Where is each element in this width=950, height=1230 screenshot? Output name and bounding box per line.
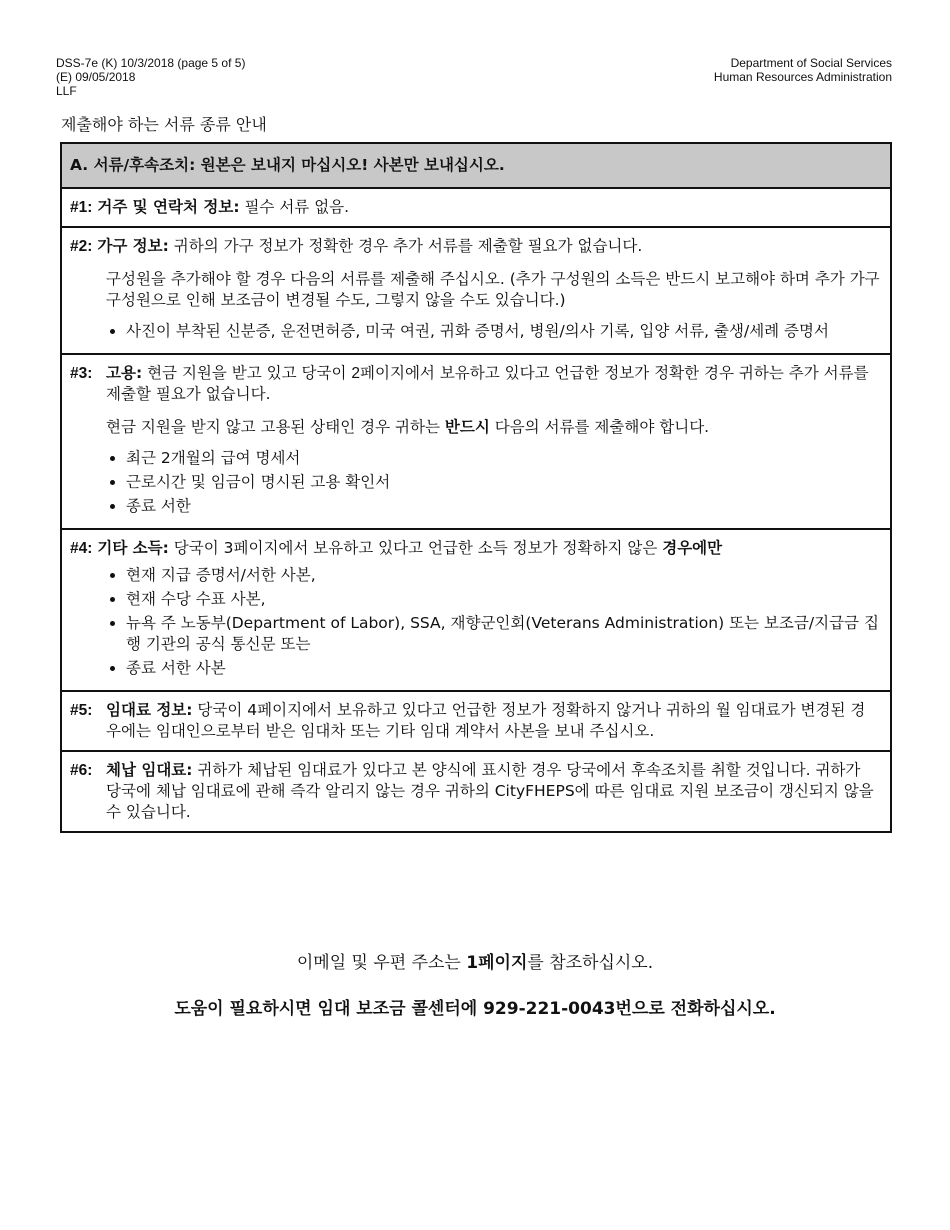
bullet-text: 개월의 급여 명세서: [170, 449, 301, 467]
section-3-label: 고용:: [106, 364, 143, 382]
department-name: Department of Social Services: [730, 56, 892, 70]
section-6-row: [62, 750, 890, 831]
section-3-text: [106, 363, 880, 405]
section-2-list: [106, 321, 880, 342]
section-5-text-b: 페이지에서 보유하고 있다고 언급한 정보가 정확하지 않거나 귀하의 월 임대료가 변경된 경우에는 임대인으로부터 받은 임대차 또는 기타 임대 계약서 사본을 보내 주십시오.: [106, 701, 866, 740]
section-5-text-a: 당국이: [192, 701, 248, 719]
bullet-text: 뉴욕 주 노동부(: [126, 614, 232, 632]
section-4-list: [106, 565, 880, 679]
section-1-row: [62, 187, 890, 226]
form-header-left: [56, 56, 245, 98]
section-1-number: #1:: [70, 199, 93, 216]
footer-text: 도움이 필요하시면 임대 보조금 콜센터에: [174, 999, 484, 1019]
bullet-text: Veterans Administration: [531, 614, 719, 632]
bullet-text: Department of Labor: [231, 614, 395, 632]
section-5-page-number: 4: [247, 701, 258, 719]
list-item: • 종료 서한 사본: [126, 658, 880, 679]
bullet-text: SSA: [410, 614, 441, 632]
footer-page-ref: 1페이지: [466, 953, 528, 973]
section-3-row: [62, 353, 890, 528]
form-header-right: [714, 56, 892, 84]
bullet-text: 최근: [126, 449, 161, 467]
bullet-text: , 재향군인회(: [440, 614, 532, 632]
section-a-header: [62, 144, 890, 187]
call-center-info: [0, 994, 950, 1019]
bullet-text: ) 또는 보조금/지급금 집행 기관의 공식 통신문 또는: [126, 614, 879, 653]
section-1-label: 거주 및 연락처 정보:: [97, 198, 240, 216]
section-4-text-b: 페이지에서 보유하고 있다고 언급한 소득 정보가 정확하지 않은: [233, 539, 663, 557]
section-3-para-bold: 반드시: [444, 418, 490, 436]
section-3-paragraph: [106, 417, 880, 438]
section-3-number: #3:: [70, 365, 93, 382]
section-4-row: [62, 528, 890, 690]
section-6-text-a: 귀하가 체납된 임대료가 있다고 본 양식에 표시한 경우 당국에서 후속조치를 취할 것입니다. 귀하가 당국에 체납 임대료에 관해 즉각 알리지 않는 경우 귀하의: [106, 761, 861, 800]
bullet-text: ),: [394, 614, 411, 632]
section-3-para-a: 현금 지원을 받지 않고 고용된 상태인 경우 귀하는: [106, 418, 445, 436]
list-item: [126, 448, 880, 469]
section-3-page-number: 2: [351, 365, 361, 382]
page-title: 제출해야 하는 서류 종류 안내: [61, 115, 267, 134]
section-2-number: #2:: [70, 238, 93, 255]
section-3-text-a: 현금 지원을 받고 있고 당국이: [142, 364, 352, 382]
section-4-label: 기타 소득:: [97, 539, 169, 557]
list-item: • 현재 수당 수표 사본,: [126, 589, 880, 610]
section-5-row: [62, 690, 890, 750]
section-5-text: [106, 700, 880, 742]
section-6-number: #6:: [70, 762, 93, 779]
footer-text: 번으로 전화하십시오.: [615, 999, 776, 1019]
footer-text: 를 참조하십시오.: [527, 953, 654, 973]
list-item: [126, 613, 880, 655]
section-a-text: 원본은 보내지 마십시오! 사본만 보내십시오.: [195, 156, 505, 174]
section-2-row: [62, 226, 890, 353]
phone-number: 929-221-0043: [483, 999, 616, 1019]
form-id: DSS-7e (K) 10/3/2018 (page 5 of 5): [56, 56, 246, 70]
section-5-number: #5:: [70, 702, 93, 719]
section-a-label: A. 서류/후속조치:: [70, 156, 196, 174]
section-4-number: #4:: [70, 540, 93, 557]
section-2-label: 가구 정보:: [97, 237, 169, 255]
bullet-number: 2: [160, 449, 171, 467]
form-version: (E) 09/05/2018: [56, 70, 136, 84]
section-4-text-bold: 경우에만: [662, 539, 723, 557]
section-3-para-b: 다음의 서류를 제출해야 합니다.: [489, 418, 710, 436]
list-item: • 사진이 부착된 신분증, 운전면허증, 미국 여권, 귀화 증명서, 병원/의사 기록, 입양 서류, 출생/세례 증명서: [126, 321, 880, 342]
address-reference: [0, 948, 950, 973]
section-6-label: 체납 임대료:: [106, 761, 193, 779]
section-4-text: [70, 538, 880, 559]
section-6-text: [106, 760, 880, 823]
list-item: • 종료 서한: [126, 496, 880, 517]
section-2-paragraph: 구성원을 추가해야 할 경우 다음의 서류를 제출해 주십시오. (추가 구성원의 소득은 반드시 보고해야 하며 추가 가구 구성원으로 인해 보조금이 변경될 수도, 그렇지 않을 수도 있습니다.): [106, 270, 880, 309]
section-4-page-number: 3: [223, 539, 234, 557]
section-4-text-a: 당국이: [168, 539, 224, 557]
section-6-text-b: 에 따른 임대료 지원 보조금이 갱신되지 않을 수 있습니다.: [106, 782, 874, 821]
list-item: • 근로시간 및 임금이 명시된 고용 확인서: [126, 472, 880, 493]
section-5-label: 임대료 정보:: [106, 701, 193, 719]
section-3-list: [106, 448, 880, 517]
section-1-text: 필수 서류 없음.: [239, 198, 350, 216]
footer-text: 이메일 및 우편 주소는: [296, 953, 467, 973]
list-item: • 현재 지급 증명서/서한 사본,: [126, 565, 880, 586]
administration-name: Human Resources Administration: [713, 70, 892, 84]
documents-table: [60, 142, 892, 833]
section-6-program-name: CityFHEPS: [494, 782, 575, 800]
section-2-text: 귀하의 가구 정보가 정확한 경우 추가 서류를 제출할 필요가 없습니다.: [168, 237, 643, 255]
section-3-text-b: 페이지에서 보유하고 있다고 언급한 정보가 정확한 경우 귀하는 추가 서류를 제출할 필요가 없습니다.: [106, 364, 869, 403]
form-code: LLF: [56, 84, 77, 98]
